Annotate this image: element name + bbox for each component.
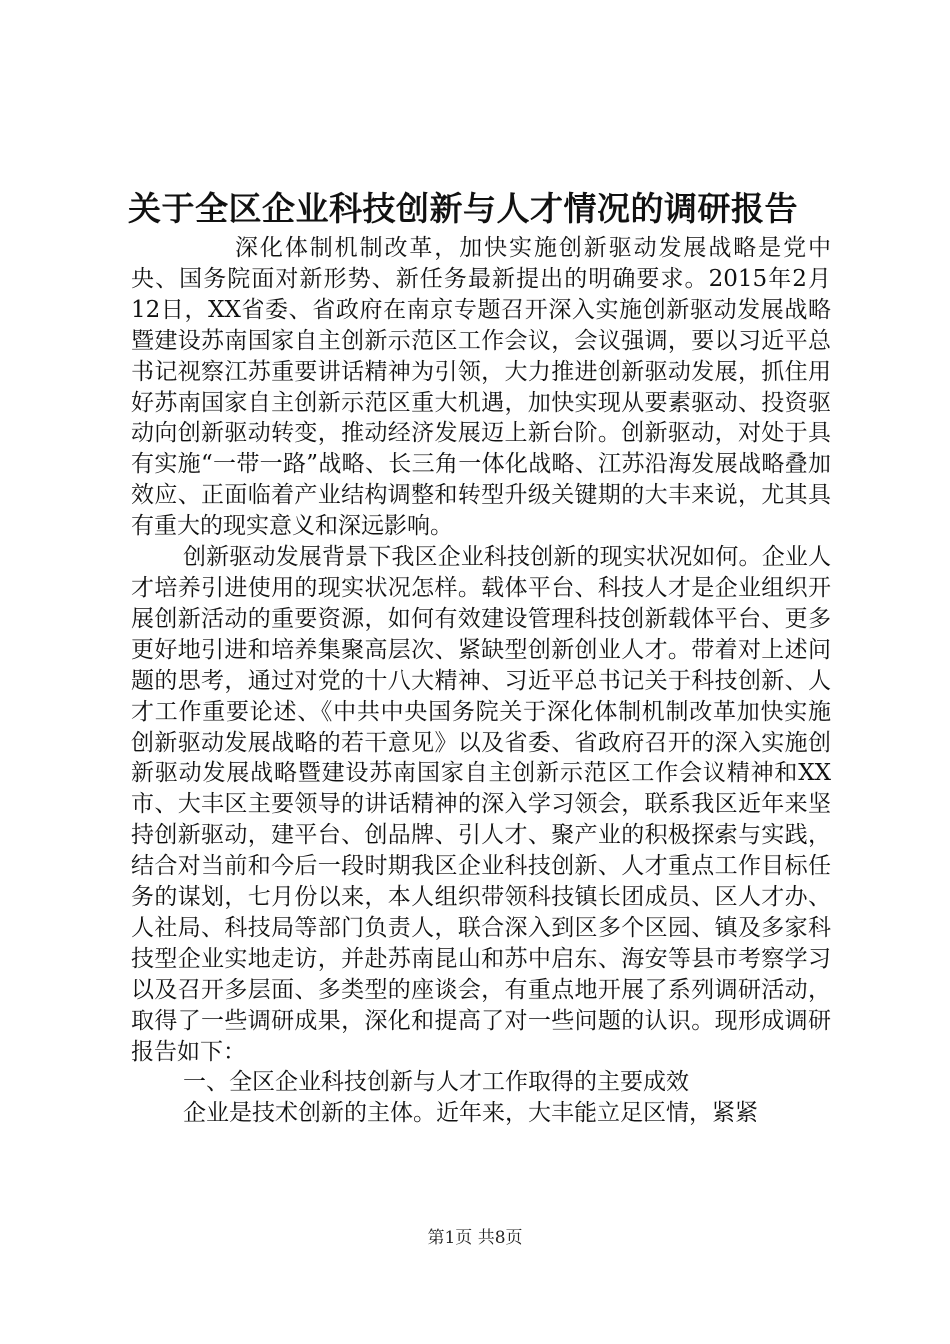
- paragraph-intro: 深化体制机制改革，加快实施创新驱动发展战略是党中央、国务院面对新形势、新任务最新提出的明确要求。2015年2月12日，XX省委、省政府在南京专题召开深入实施创新驱动发展战略暨建设苏南国家自主创新示范区工作会议，会议强调，要以习近平总书记视察江苏重要讲话精神为引领，大力推进创新驱动发展，抓住用好苏南国家自主创新示范区重大机遇，加快实现从要素驱动、投资驱动向创新驱动转变，推动经济发展迈上新台阶。创新驱动，对处于具有实施“一带一路”战略、长三角一体化战略、江苏沿海发展战略叠加效应、正面临着产业结构调整和转型升级关键期的大丰来说，尤其具有重大的现实意义和深远影响。: [131, 235, 831, 540]
- paragraph-section-1: 企业是技术创新的主体。近年来，大丰能立足区情，紧紧: [183, 1100, 758, 1127]
- document-title: 关于全区企业科技创新与人才情况的调研报告: [128, 189, 798, 228]
- section-heading-1: 一、全区企业科技创新与人才工作取得的主要成效: [183, 1069, 689, 1096]
- document-body: [131, 233, 831, 1129]
- page-footer: 第1页 共8页: [427, 1228, 523, 1248]
- paragraph-background: 创新驱动发展背景下我区企业科技创新的现实状况如何。企业人才培养引进使用的现实状况怎样。载体平台、科技人才是企业组织开展创新活动的重要资源，如何有效建设管理科技创新载体平台、更多更好地引进和培养集聚高层次、紧缺型创新创业人才。带着对上述问题的思考，通过对党的十八大精神、习近平总书记关于科技创新、人才工作重要论述、《中共中央国务院关于深化体制机制改革加快实施创新驱动发展战略的若干意见》以及省委、省政府召开的深入实施创新驱动发展战略暨建设苏南国家自主创新示范区工作会议精神和XX市、大丰区主要领导的讲话精神的深入学习领会，联系我区近年来坚持创新驱动，建平台、创品牌、引人才、聚产业的积极探索与实践，结合对当前和今后一段时期我区企业科技创新、人才重点工作目标任务的谋划，七月份以来，本人组织带领科技镇长团成员、区人才办、人社局、科技局等部门负责人，联合深入到区多个区园、镇及多家科技型企业实地走访，并赴苏南昆山和苏中启东、海安等县市考察学习以及召开多层面、多类型的座谈会，有重点地开展了系列调研活动，取得了一些调研成果，深化和提高了对一些问题的认识。现形成调研报告如下：: [131, 544, 831, 1065]
